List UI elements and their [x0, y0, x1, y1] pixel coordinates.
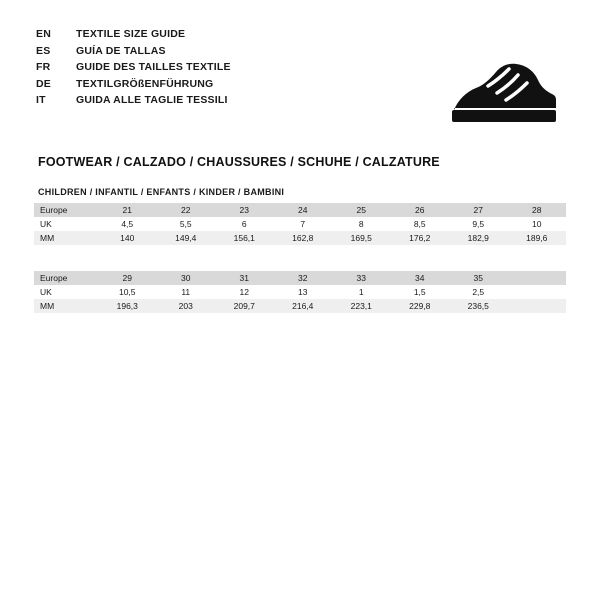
- language-row: [36, 78, 231, 95]
- table-cell: 28: [508, 203, 567, 217]
- row-label: UK: [34, 285, 98, 299]
- table-cell: 169,5: [332, 231, 391, 245]
- table-cell: 223,1: [332, 299, 391, 313]
- table-cell: 31: [215, 271, 274, 285]
- table-cell: 1: [332, 285, 391, 299]
- table-cell: 5,5: [157, 217, 216, 231]
- table-cell: 189,6: [508, 231, 567, 245]
- language-list: [36, 28, 231, 111]
- table-cell: 26: [391, 203, 450, 217]
- language-code: FR: [36, 61, 51, 73]
- table-cell: 11: [157, 285, 216, 299]
- table-cell: 30: [157, 271, 216, 285]
- table-cell: 4,5: [98, 217, 157, 231]
- table-cell: 34: [391, 271, 450, 285]
- section-subtitle: CHILDREN / INFANTIL / ENFANTS / KINDER / BAMBINI: [38, 187, 285, 197]
- table-cell: 182,9: [449, 231, 508, 245]
- table-row: [34, 217, 566, 231]
- language-code: IT: [36, 94, 46, 106]
- row-label: MM: [34, 299, 98, 313]
- table-cell: 229,8: [391, 299, 450, 313]
- table-cell: 13: [274, 285, 333, 299]
- table-cell: [508, 271, 567, 285]
- table-row: [34, 271, 566, 285]
- table-row: [34, 231, 566, 245]
- size-table-part-1: [34, 203, 566, 245]
- table-cell: 140: [98, 231, 157, 245]
- table-cell: 35: [449, 271, 508, 285]
- page-title: FOOTWEAR / CALZADO / CHAUSSURES / SCHUHE / CALZATURE: [38, 155, 440, 169]
- table-cell: 209,7: [215, 299, 274, 313]
- language-row: [36, 28, 231, 45]
- shoe-icon: [448, 62, 558, 132]
- row-label: Europe: [34, 203, 98, 217]
- row-label: Europe: [34, 271, 98, 285]
- table-cell: 21: [98, 203, 157, 217]
- table-cell: 12: [215, 285, 274, 299]
- table-cell: 9,5: [449, 217, 508, 231]
- table-row: [34, 203, 566, 217]
- language-row: [36, 45, 231, 62]
- language-label: TEXTILE SIZE GUIDE: [76, 28, 186, 40]
- table-cell: 236,5: [449, 299, 508, 313]
- size-table-part-2: [34, 271, 566, 313]
- table-cell: 196,3: [98, 299, 157, 313]
- language-label: TEXTILGRÖßENFÜHRUNG: [76, 77, 214, 90]
- table-cell: [508, 285, 567, 299]
- table-cell: 22: [157, 203, 216, 217]
- table-cell: 29: [98, 271, 157, 285]
- table-cell: 156,1: [215, 231, 274, 245]
- table-cell: 23: [215, 203, 274, 217]
- language-code: DE: [36, 77, 51, 90]
- table-cell: 149,4: [157, 231, 216, 245]
- language-code: EN: [36, 28, 51, 40]
- table-cell: 10: [508, 217, 567, 231]
- table-cell: 216,4: [274, 299, 333, 313]
- language-code: ES: [36, 44, 51, 57]
- language-label: GUIDE DES TAILLES TEXTILE: [76, 61, 231, 73]
- table-cell: 8,5: [391, 217, 450, 231]
- table-cell: 10,5: [98, 285, 157, 299]
- table-cell: 24: [274, 203, 333, 217]
- language-row: [36, 94, 231, 111]
- table-cell: 1,5: [391, 285, 450, 299]
- table-cell: 176,2: [391, 231, 450, 245]
- table-cell: 32: [274, 271, 333, 285]
- table-cell: 162,8: [274, 231, 333, 245]
- header: [0, 28, 600, 118]
- table-row: [34, 285, 566, 299]
- language-label: GUÍA DE TALLAS: [76, 44, 166, 57]
- table-cell: 203: [157, 299, 216, 313]
- table-cell: 2,5: [449, 285, 508, 299]
- table-cell: 33: [332, 271, 391, 285]
- table-cell: 27: [449, 203, 508, 217]
- row-label: MM: [34, 231, 98, 245]
- table-cell: 25: [332, 203, 391, 217]
- row-label: UK: [34, 217, 98, 231]
- language-row: [36, 61, 231, 78]
- table-cell: [508, 299, 567, 313]
- table-cell: 6: [215, 217, 274, 231]
- table-cell: 7: [274, 217, 333, 231]
- language-label: GUIDA ALLE TAGLIE TESSILI: [76, 94, 228, 106]
- table-cell: 8: [332, 217, 391, 231]
- table-row: [34, 299, 566, 313]
